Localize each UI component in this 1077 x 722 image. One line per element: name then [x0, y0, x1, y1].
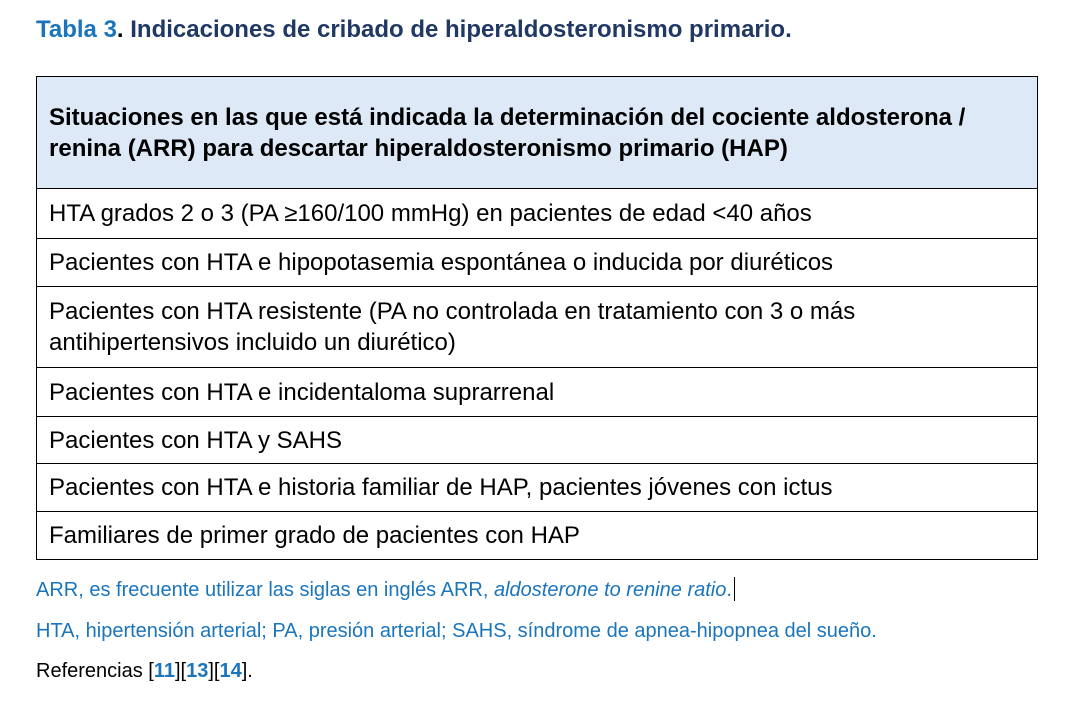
text-cursor: [734, 577, 735, 601]
table-cell: Pacientes con HTA y SAHS: [37, 417, 1038, 464]
table-cell: HTA grados 2 o 3 (PA ≥160/100 mmHg) en pacientes de edad <40 años: [37, 189, 1038, 239]
arr-footnote-prefix: ARR, es frecuente utilizar las siglas en inglés ARR,: [36, 579, 494, 601]
reference-link-11[interactable]: 11: [153, 660, 175, 682]
bracket-close: ].: [241, 660, 253, 682]
table-cell: Familiares de primer grado de pacientes con HAP: [37, 512, 1038, 560]
table-header-row: [37, 77, 1038, 189]
table-row: [37, 287, 1038, 368]
table-row: [37, 512, 1038, 560]
arr-footnote-suffix: .: [726, 579, 732, 601]
bracket-open: [: [148, 660, 154, 682]
table-row: [37, 464, 1038, 512]
reference-link-14[interactable]: 14: [219, 660, 242, 682]
screening-table: [36, 76, 1038, 560]
table-cell: Pacientes con HTA resistente (PA no controlada en tratamiento con 3 o más antihipertensivos incluido un diurético): [37, 287, 1038, 368]
table-title: [36, 16, 792, 44]
table-row: [37, 239, 1038, 287]
table-row: [37, 417, 1038, 464]
title-text: Indicaciones de cribado de hiperaldosteronismo primario.: [123, 16, 792, 43]
table-cell: Pacientes con HTA e incidentaloma suprarrenal: [37, 368, 1038, 417]
bracket-separator: ][: [208, 660, 220, 682]
references-line: [36, 660, 253, 683]
table-header-cell: Situaciones en las que está indicada la determinación del cociente aldosterona / renina (ARR) para descartar hiperaldosteronismo primario (HAP): [37, 77, 1038, 189]
reference-link-13[interactable]: 13: [186, 660, 209, 682]
table-number: Tabla 3: [36, 16, 117, 43]
arr-footnote: [36, 577, 735, 602]
table-row: [37, 368, 1038, 417]
arr-footnote-italic: aldosterone to renine ratio: [493, 579, 727, 601]
table-cell: Pacientes con HTA e hipopotasemia espontánea o inducida por diuréticos: [37, 239, 1038, 287]
references-label: Referencias: [36, 660, 149, 682]
abbreviations-footnote: HTA, hipertensión arterial; PA, presión arterial; SAHS, síndrome de apnea-hipopnea del sueño.: [36, 620, 877, 642]
table-cell: Pacientes con HTA e historia familiar de HAP, pacientes jóvenes con ictus: [37, 464, 1038, 512]
table-row: [37, 189, 1038, 239]
title-separator: .: [116, 16, 124, 43]
bracket-separator: ][: [175, 660, 187, 682]
